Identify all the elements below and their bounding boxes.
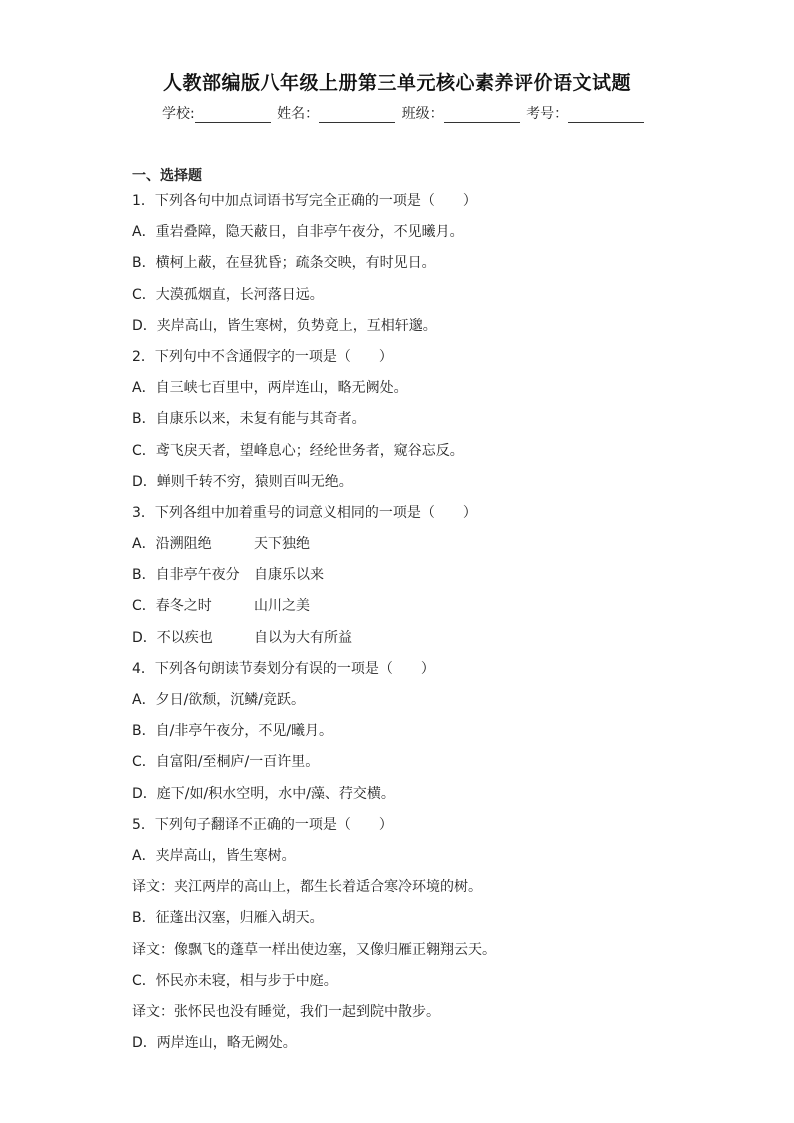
exam-number-label: 考号： [526,106,569,122]
section-heading: 一、选择题 [132,168,202,184]
question-4-option-a: A．夕日/欲颓，沉鳞/竞跃。 [132,692,306,708]
question-2-option-d: D．蝉则千转不穷，猿则百叫无绝。 [132,473,353,490]
option-right-text: 自以为大有所益 [254,629,352,646]
school-blank [195,108,271,123]
question-2-option-a: A．自三峡七百里中，两岸连山，略无阙处。 [132,380,408,397]
question-3-option-a [132,533,692,564]
question-1-option-a: A．重岩叠障，隐天蔽日，自非亭午夜分，不见曦月。 [132,224,464,241]
class-label: 班级： [401,106,444,122]
question-list [132,190,692,1063]
question-3-option-c [132,595,692,626]
question-1-option-d: D．夹岸高山，皆生寒树，负势竟上，互相轩邈。 [132,317,437,334]
question-5-translation-a: 译文：夹江两岸的高山上，都生长着适合寒冷环境的树。 [132,879,482,896]
question-1-stem: 1．下列各句中加点词语书写完全正确的一项是（ ） [132,193,477,209]
school-label: 学校: [162,106,195,122]
option-left-text: 春冬之时 [155,598,212,615]
question-5-option-b: B．征蓬出汉塞，归雁入胡天。 [132,910,324,927]
question-3-option-b [132,564,692,595]
question-2-stem: 2．下列句中不含通假字的一项是（ ） [132,348,393,365]
question-3-stem: 3．下列各组中加着重号的词意义相同的一项是（ ） [132,504,477,521]
question-4-option-c: C．自富阳/至桐庐/一百许里。 [132,754,320,771]
option-label: A． [132,536,156,553]
question-5-option-a: A．夹岸高山，皆生寒树。 [132,847,296,864]
question-1-option-c: C．大漠孤烟直，长河落日远。 [132,286,324,303]
exam-number-blank [568,108,644,123]
question-5-option-d: D．两岸连山，略无阙处。 [132,1035,297,1052]
question-2-option-c: C．鸢飞戾天者，望峰息心；经纶世务者，窥谷忘反。 [132,442,464,459]
student-info-row [162,103,646,123]
class-blank [444,108,520,123]
question-4-option-b: B．自/非亭午夜分，不见/曦月。 [132,723,334,740]
question-4-stem: 4．下列各句朗读节奏划分有误的一项是（ ） [132,660,435,677]
question-4-option-d: D．庭下/如/积水空明，水中/藻、荇交横。 [132,785,395,802]
question-3-option-d [132,627,692,658]
question-5-translation-c: 译文：张怀民也没有睡觉，我们一起到院中散步。 [132,1003,440,1020]
question-5-option-c: C．怀民亦未寝，相与步于中庭。 [132,972,338,989]
option-label: D． [132,629,157,646]
option-left-text: 自非亭午夜分 [155,567,240,584]
name-label: 姓名： [277,106,320,122]
name-blank [319,108,395,123]
option-left-text: 沿溯阻绝 [155,536,212,553]
page-title: 人教部编版八年级上册第三单元核心素养评价语文试题 [162,72,631,94]
option-right-text: 天下独绝 [254,536,310,553]
option-right-text: 山川之美 [254,598,310,615]
question-5-translation-b: 译文：像飘飞的蓬草一样出使边塞，又像归雁正翱翔云天。 [132,941,496,958]
option-label: B． [132,567,156,584]
question-1-option-b: B．横柯上蔽，在昼犹昏；疏条交映，有时见日。 [132,255,436,272]
option-left-text: 不以疾也 [156,629,213,646]
option-right-text: 自康乐以来 [254,567,324,584]
question-5-stem: 5．下列句子翻译不正确的一项是（ ） [132,816,393,833]
question-2-option-b: B．自康乐以来，未复有能与其奇者。 [132,411,366,428]
option-label: C． [132,598,156,615]
